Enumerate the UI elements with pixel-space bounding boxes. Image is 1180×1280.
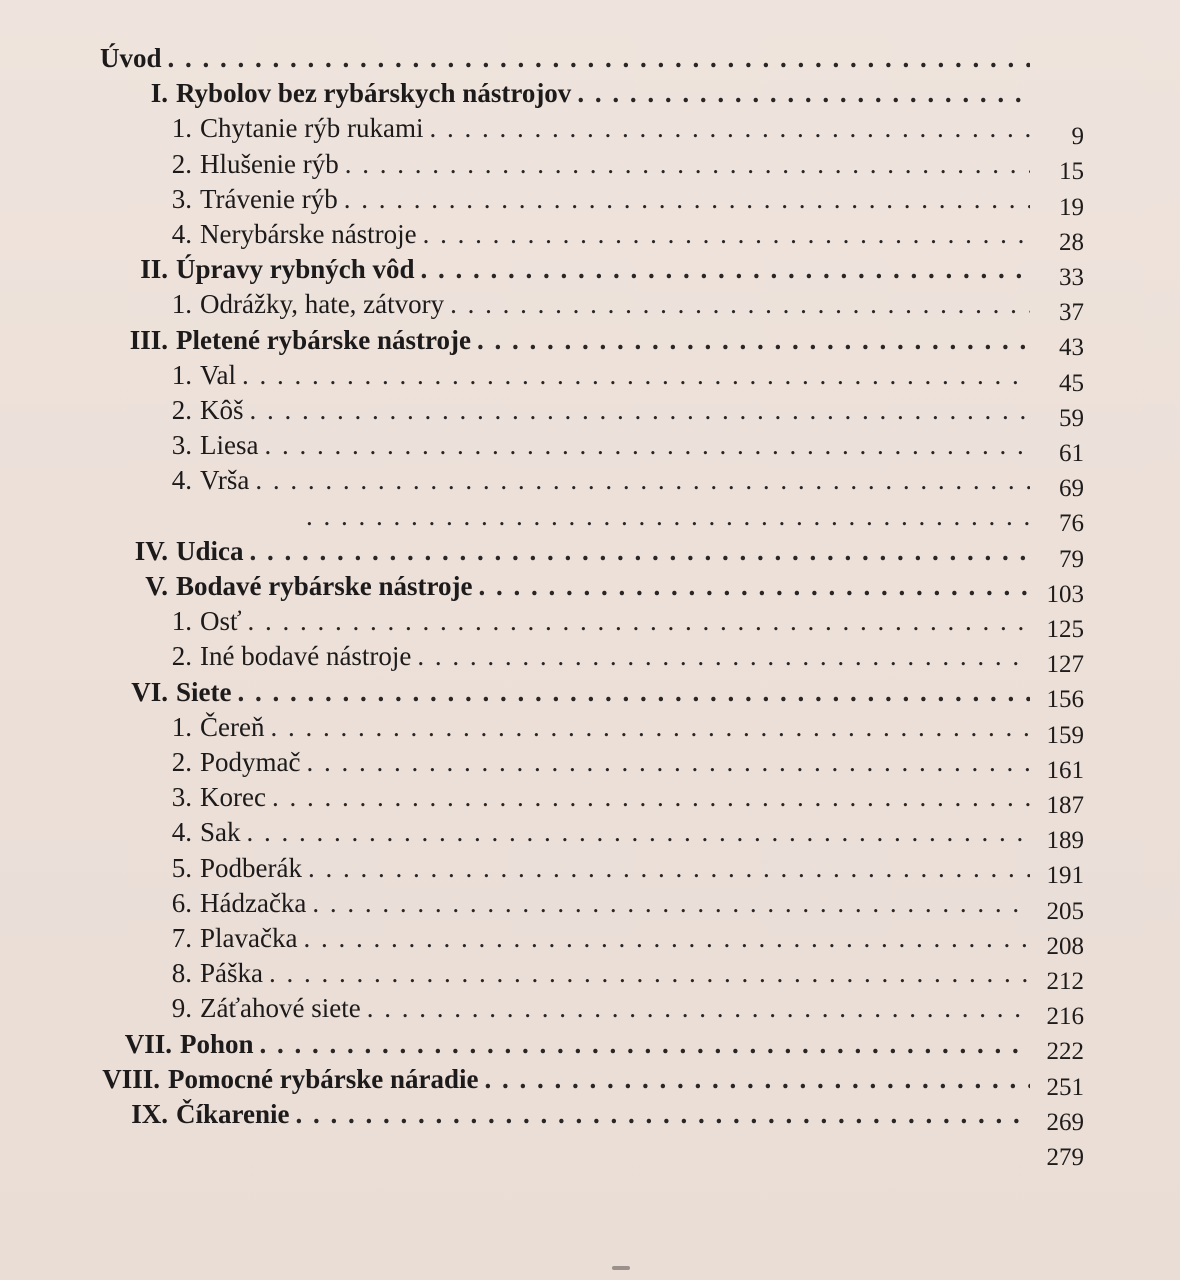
toc-entry-title: Rybolov bez rybárskych nástrojov	[176, 78, 572, 108]
toc-entry-number: 7.	[171, 923, 192, 953]
toc-entry	[82, 1061, 1040, 1097]
toc-entry	[94, 1026, 1040, 1062]
dot-leader	[479, 568, 1031, 604]
dot-leader	[423, 216, 1030, 252]
toc-entry-number: 2.	[171, 395, 192, 425]
toc-entry	[90, 1096, 1040, 1132]
toc-entry-title: Kôš	[200, 395, 244, 425]
toc-page-number: 251	[1046, 1074, 1084, 1101]
toc-page-number: 15	[1059, 158, 1084, 185]
dot-leader	[260, 1026, 1030, 1062]
toc-entry	[162, 216, 1040, 252]
dot-leader	[367, 990, 1030, 1026]
toc-entry-number: VII.	[124, 1029, 172, 1059]
toc-entry	[162, 779, 1040, 815]
toc-entry	[90, 568, 1040, 604]
toc-entry	[162, 955, 1040, 991]
toc-entry-number: 8.	[171, 958, 192, 988]
dot-leader	[272, 779, 1030, 815]
toc-page-number: 216	[1046, 1003, 1084, 1030]
toc-entry	[162, 638, 1040, 674]
toc-entry-title: Bodavé rybárske nástroje	[176, 571, 473, 601]
toc-page-number: 269	[1046, 1109, 1084, 1136]
toc-entry	[162, 286, 1040, 322]
toc-page-number: 9	[1071, 123, 1084, 150]
toc-page-number: 59	[1059, 405, 1084, 432]
toc-page-number: 205	[1046, 898, 1084, 925]
toc-page-number: 79	[1059, 546, 1084, 573]
dot-leader	[312, 885, 1030, 921]
toc-page-number: 33	[1059, 264, 1084, 291]
toc-entry-number: 4.	[171, 817, 192, 847]
toc-entry-title: Pohon	[180, 1029, 254, 1059]
toc-page-number: 127	[1046, 651, 1084, 678]
toc-entry	[90, 322, 1040, 358]
toc-page-number: 189	[1046, 827, 1084, 854]
dot-leader	[237, 674, 1030, 710]
dot-leader	[303, 920, 1030, 956]
toc-page-number: 45	[1059, 370, 1084, 397]
dot-leader	[270, 709, 1030, 745]
toc-entry-title: Záťahové siete	[200, 993, 361, 1023]
toc-entry	[162, 110, 1040, 146]
dot-leader	[450, 286, 1030, 322]
toc-entry	[90, 533, 1040, 569]
dot-leader	[255, 462, 1030, 498]
toc-entry-number: V.	[145, 571, 168, 601]
toc-entry-title: Nerybárske nástroje	[200, 219, 417, 249]
toc-entry-title: Podberák	[200, 853, 302, 883]
toc-entry-title: Siete	[176, 677, 232, 707]
toc-entry	[162, 850, 1040, 886]
toc-page-number: 222	[1046, 1038, 1084, 1065]
dot-leader	[264, 427, 1030, 463]
toc-entry-number: II.	[140, 254, 168, 284]
dot-leader	[307, 744, 1031, 780]
toc-entry-number: 9.	[171, 993, 192, 1023]
dot-leader	[577, 75, 1030, 111]
dot-leader	[250, 392, 1030, 428]
toc-entry	[90, 75, 1040, 111]
toc-page-number: 76	[1059, 510, 1084, 537]
toc-entry	[162, 357, 1040, 393]
toc-entry-title: Hlušenie rýb	[200, 149, 339, 179]
toc-page-number: 208	[1046, 933, 1084, 960]
dot-leader	[308, 850, 1030, 886]
toc-entry-number: 3.	[171, 782, 192, 812]
toc-entry-title: Hádzačka	[200, 888, 307, 918]
toc-entry-title: Iné bodavé nástroje	[200, 641, 412, 671]
toc-page-number: 159	[1046, 722, 1084, 749]
toc-entry-number: 4.	[171, 465, 192, 495]
toc-entry	[162, 920, 1040, 956]
toc-entry-title: Pomocné rybárske náradie	[168, 1064, 479, 1094]
toc-entry-title: Val	[200, 360, 236, 390]
dot-leader	[429, 110, 1030, 146]
dot-leader	[247, 814, 1031, 850]
toc-page-number: 161	[1046, 757, 1084, 784]
toc-entry-number: I.	[150, 78, 168, 108]
toc-entry-number: 6.	[171, 888, 192, 918]
toc-page-number: 61	[1059, 440, 1084, 467]
toc-entry-number: 1.	[171, 606, 192, 636]
toc-page-number: 103	[1046, 581, 1084, 608]
toc-entry-title: Korec	[200, 782, 266, 812]
toc-entry	[162, 885, 1040, 921]
toc-entry-number: 1.	[171, 712, 192, 742]
toc-page-number: 156	[1046, 686, 1084, 713]
toc-entry	[162, 462, 1040, 498]
dot-leader	[421, 251, 1030, 287]
toc-page-number: 187	[1046, 792, 1084, 819]
page-mark	[612, 1266, 630, 1270]
toc-entry-title: Odrážky, hate, zátvory	[200, 289, 445, 319]
toc-entry-title: Podymač	[200, 747, 301, 777]
toc-entry-title: Plavačka	[200, 923, 298, 953]
toc-entry-title: Trávenie rýb	[200, 184, 338, 214]
dot-leader	[242, 357, 1030, 393]
dot-leader	[306, 498, 1030, 534]
toc-entry-title: Liesa	[200, 430, 259, 460]
toc-entry-number: 1.	[171, 289, 192, 319]
toc-entry	[162, 392, 1040, 428]
toc-entry	[162, 146, 1040, 182]
toc-entry	[90, 251, 1040, 287]
toc-entry	[300, 498, 1040, 534]
toc-entry	[162, 181, 1040, 217]
toc-entry-number: 2.	[171, 149, 192, 179]
toc-entry-title: Chytanie rýb rukami	[200, 113, 424, 143]
toc-entry	[162, 709, 1040, 745]
toc-entry-number: 2.	[171, 641, 192, 671]
toc-entry	[162, 990, 1040, 1026]
dot-leader	[250, 533, 1031, 569]
dot-leader	[248, 603, 1030, 639]
dot-leader	[345, 146, 1030, 182]
toc-entry-number: 5.	[171, 853, 192, 883]
toc-entry	[162, 814, 1040, 850]
toc-entry-title: Čereň	[200, 712, 265, 742]
dot-leader	[417, 638, 1030, 674]
toc-entry-title: Sak	[200, 817, 241, 847]
toc-page-number: 28	[1059, 229, 1084, 256]
dot-leader	[477, 322, 1030, 358]
dot-leader	[344, 181, 1030, 217]
toc-page-number: 19	[1059, 194, 1084, 221]
toc-entry	[162, 427, 1040, 463]
toc-entry	[162, 744, 1040, 780]
toc-entry-number: 2.	[171, 747, 192, 777]
toc-entry-number: 3.	[171, 430, 192, 460]
toc-entry-number: IV.	[134, 536, 168, 566]
toc-entry	[162, 603, 1040, 639]
toc-entry-title: Osť	[200, 606, 242, 636]
toc-entry	[100, 40, 1040, 76]
toc-entry-title: Číkarenie	[176, 1099, 290, 1129]
toc-entry-title: Úpravy rybných vôd	[176, 254, 415, 284]
toc-page-number: 43	[1059, 334, 1084, 361]
toc-entry-number: 3.	[171, 184, 192, 214]
toc-entry-number: IX.	[131, 1099, 168, 1129]
toc-entry	[90, 674, 1040, 710]
toc-entry-title: Úvod	[100, 43, 162, 73]
toc-entry-title: Páška	[200, 958, 263, 988]
toc-entry-title: Udica	[176, 536, 244, 566]
toc-page-number: 212	[1046, 968, 1084, 995]
dot-leader	[269, 955, 1030, 991]
toc-entry-number: 1.	[171, 113, 192, 143]
toc-page-number: 279	[1046, 1144, 1084, 1171]
toc-entry-number: VI.	[131, 677, 168, 707]
dot-leader	[296, 1096, 1031, 1132]
toc-page-number: 69	[1059, 475, 1084, 502]
toc-page-number: 191	[1046, 862, 1084, 889]
toc-entry-number: III.	[129, 325, 168, 355]
toc-entry-number: VIII.	[102, 1064, 160, 1094]
toc-entry-number: 1.	[171, 360, 192, 390]
toc-page-number: 125	[1046, 616, 1084, 643]
dot-leader	[168, 40, 1030, 76]
toc-page-number: 37	[1059, 299, 1084, 326]
toc-entry-title: Vrša	[200, 465, 250, 495]
toc-entry-title: Pletené rybárske nástroje	[176, 325, 471, 355]
dot-leader	[484, 1061, 1030, 1097]
toc-entry-number: 4.	[171, 219, 192, 249]
